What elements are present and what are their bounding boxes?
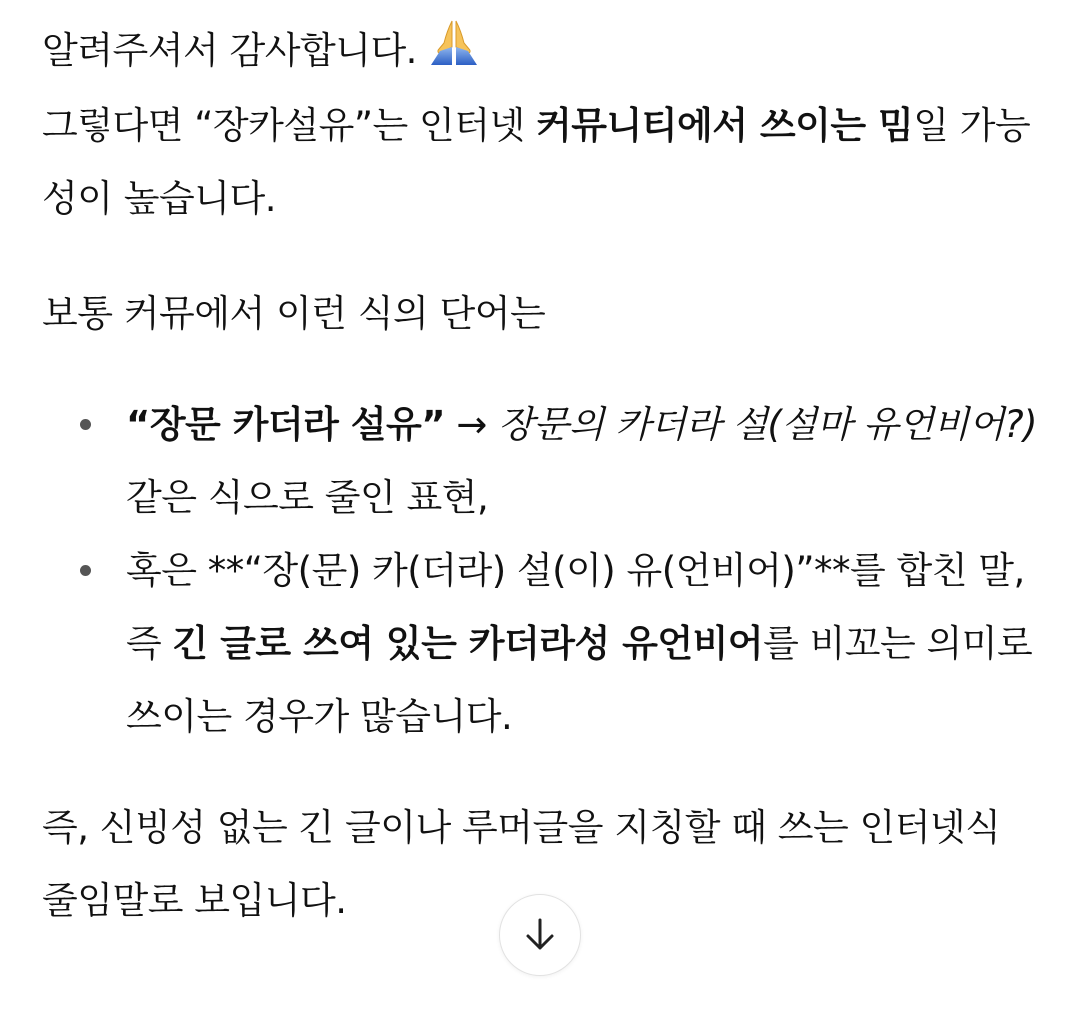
bullet-dot (80, 565, 91, 576)
meme-text-end: 일 가능성이 높습니다. (42, 104, 1031, 220)
bullet1-rest: 같은 식으로 줄인 표현, (126, 476, 489, 519)
thanks-text: 알려주셔서 감사합니다. (42, 29, 417, 72)
thanks-paragraph (42, 14, 1042, 89)
bullet-dot (80, 419, 91, 430)
explanation-list (42, 388, 1042, 753)
meme-explanation-paragraph (42, 89, 1042, 235)
folded-hands-icon (428, 16, 480, 89)
assistant-message (42, 14, 1042, 937)
conclusion-paragraph: 즉, 신빙성 없는 긴 글이나 루머글을 지칭할 때 쓰는 인터넷식 줄임말로 보입니다. (42, 806, 1001, 922)
bullet2-line2-end: 를 비꼬는 의미로 쓰이는 경우가 많습니다. (126, 622, 1033, 738)
bullet1-term: “장문 카더라 설유” (126, 403, 446, 446)
meme-text-intro: 그렇다면 “장카설유”는 인터넷 (42, 104, 537, 147)
bullet2-line2-start: 즉 (126, 622, 173, 665)
list-item (42, 534, 1042, 753)
meme-text-bold: 커뮤니티에서 쓰이는 밈 (536, 104, 914, 147)
bullet1-italic: 장문의 카더라 설(설마 유언비어?) (498, 403, 1038, 446)
scroll-to-bottom-button[interactable] (499, 894, 581, 976)
bullet1-arrow: → (445, 403, 499, 446)
usage-intro-paragraph: 보통 커뮤에서 이런 식의 단어는 (42, 292, 546, 335)
bullet2-line2-bold: 긴 글로 쓰여 있는 카더라성 유언비어 (172, 622, 764, 665)
bullet2-line1: 혹은 **“장(문) 카(더라) 설(이) 유(언비어)”**를 합친 말, (126, 549, 1025, 592)
list-item (42, 388, 1042, 534)
arrow-down-icon (520, 915, 560, 955)
